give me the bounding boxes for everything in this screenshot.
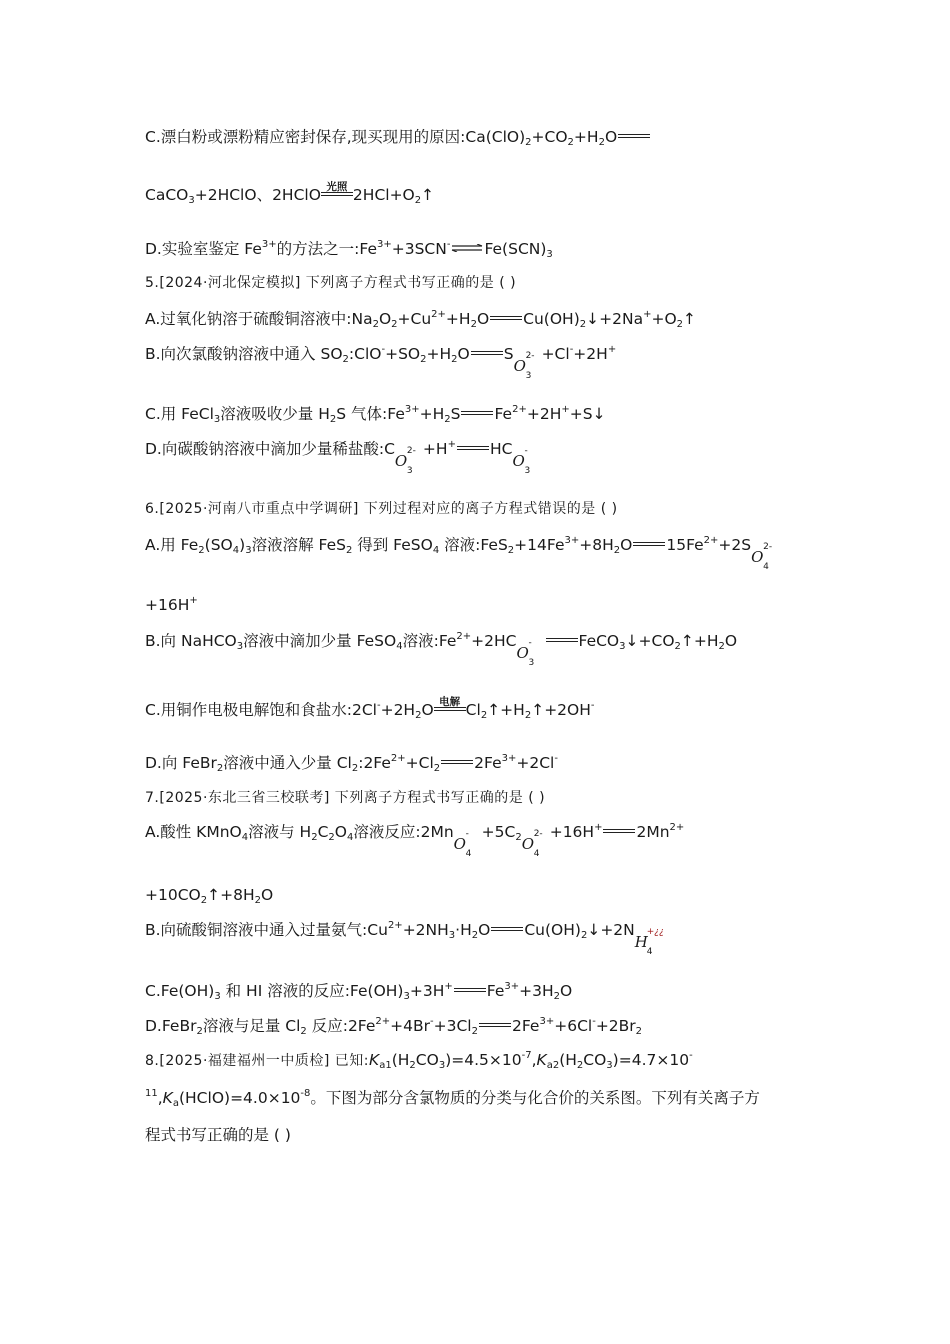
option-7a-line2: $+10CO_2↑+8H_2O$ [145,886,274,906]
option-5a: A.过氧化钠溶于硫酸铜溶液中$:Na_2O_2+Cu^{2+}+H_2O$ $Cu(OH)_2↓+2Na^++O_2↑$ [145,309,697,330]
option-7a-line1: A.酸性 KMnO$_4$溶液与 $H_2C_2O_4$溶液反应:2Mn O 4 - $+5C_2$ O 4 2- +16H+ $2Mn^{2+}$ [145,822,685,859]
option-6b: B.向 NaHCO$_3$溶液中滴加少量 FeSO$_4$溶液$:Fe^{2+}+2HC$ O 3 - $FeCO_3↓+CO_2↑+H_2O$ [145,631,738,668]
option-4c-line2: CaCO$_3$+2HClO、2HClO 光照 $2HCl+O_2↑$ [145,181,435,206]
option-6c: C.用铜作电极电解饱和食盐水$:2Cl^-+2H_2O$ 电解 $Cl_2↑+H_2↑+2OH^-$ [145,696,595,721]
option-7c: $C.Fe(OH)_3$ 和 HI 溶液的反应$:Fe(OH)_3+3H^+$ $Fe^{3+}+3H_2O$ [145,981,573,1002]
option-4c-line1: C.漂白粉或漂粉精应密封保存,现买现用的原因$:Ca(ClO)_2+CO_2+H_2O$ [145,126,651,148]
option-4d: D.实验室鉴定 $Fe^{3+}$的方法之一$:Fe^{3+}+3SCN^-$ $Fe(SCN)_3$ [145,239,553,260]
question-7-stem: 7.[2025·东北三省三校联考] 下列离子方程式书写正确的是 ( ) [145,790,546,806]
question-8-stem-line2: $^{11},K_a(HClO)=4.0\times 10^{-8}$。下图为部分含氯物质的分类与化合价的关系图。下列有关离子方 [145,1088,760,1109]
option-5d: D.向碳酸钠溶液中滴加少量稀盐酸:C O 3 2- +H+ HC O 3 - [145,439,531,476]
option-5b: B.向次氯酸钠溶液中通入 $SO_2:ClO^-+SO_2+H_2O$ S O 3 2- +Cl-+2H+ [145,344,617,381]
question-6-stem: 6.[2025·河南八市重点中学调研] 下列过程对应的离子方程式错误的是 ( ) [145,501,618,517]
reversible-arrow [451,244,483,252]
option-7d: D.FeBr$_2$溶液与足量 $Cl_2$ 反应$:2Fe^{2+}+4Br^-+3Cl_2$ $2Fe^{3+}+6Cl^-+2Br_2$ [145,1016,643,1037]
option-6a-line1: A.用 $Fe_2(SO_4)_3$溶液溶解 FeS$_2$ 得到 FeSO$_4$ 溶液$:FeS_2+14Fe^{3+}+8H_2O$ $15Fe^{2+}+2S$ O 4 2- [145,535,773,572]
option-6d: D.向 FeBr$_2$溶液中通入少量 $Cl_2:2Fe^{2+}+Cl_2$ $2Fe^{3+}+2Cl^-$ [145,753,558,774]
sulfate-ion-o4: O 3 2- [513,351,535,381]
option-6a-line2: +16H+ [145,595,198,614]
option-7b: B.向硫酸铜溶液中通入过量氨气$:Cu^{2+}+2NH_3\cdot H_2O$ $Cu(OH)_2↓+2N$ H 4 +¿¿ [145,920,664,957]
question-8-stem-line3: 程式书写正确的是 ( ) [145,1126,291,1144]
option-5c: C.用 FeCl$_3$溶液吸收少量 $H_2S$ 气体$:Fe^{3+}+H_2S$ $Fe^{2+}+2H^++S↓$ [145,404,606,425]
equals-sign [618,134,650,138]
condition-equals: 光照 [321,192,353,196]
question-5-stem: 5.[2024·河北保定模拟] 下列离子方程式书写正确的是 ( ) [145,275,517,291]
question-8-stem-line1: 8.[2025·福建福州一中质检] 已知$:K_{a1}(H_2CO_3)=4.5\times 10^{-7},K_{a2}(H_2CO_3)=4.7\times 10^-$ [145,1050,693,1071]
